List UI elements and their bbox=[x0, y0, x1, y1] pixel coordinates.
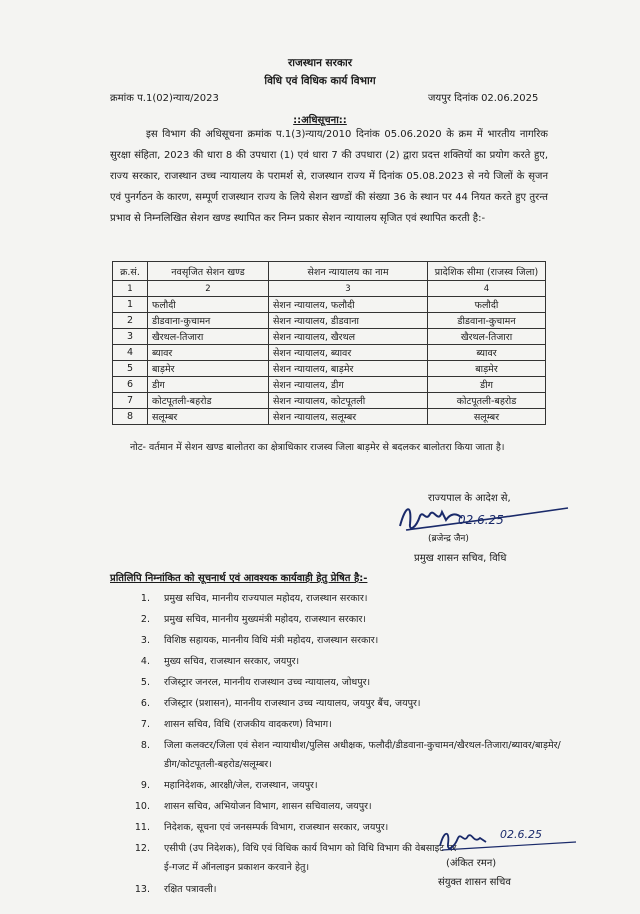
note-text: नोट- वर्तमान में सेशन खण्ड बालोतरा का क्षेत्राधिकार राजस्व जिला बाड़मेर से बदलकर बालोतरा किया जाता है। bbox=[130, 442, 505, 453]
col-header-serial: क्र.सं. bbox=[113, 262, 148, 281]
list-item-number: 13. bbox=[134, 884, 150, 895]
col-number: 1 bbox=[113, 281, 148, 297]
row-territorial-limit: फलौदी bbox=[428, 297, 546, 313]
list-item-number: 2. bbox=[140, 614, 150, 625]
list-item-number: 7. bbox=[140, 719, 150, 730]
row-court-name: सेशन न्यायालय, डीडवाना bbox=[269, 313, 428, 329]
row-territorial-limit: सलूम्बर bbox=[428, 409, 546, 425]
list-item-text: रक्षित पत्रावली। bbox=[164, 884, 217, 895]
governor-order-line: राज्यपाल के आदेश से, bbox=[428, 493, 511, 504]
row-serial: 5 bbox=[113, 361, 148, 377]
list-item-number: 4. bbox=[140, 656, 150, 667]
list-item-text: शासन सचिव, अभियोजन विभाग, शासन सचिवालय, जयपुर। bbox=[164, 801, 372, 812]
signatory-1-designation: प्रमुख शासन सचिव, विधि bbox=[414, 553, 507, 564]
col-number: 4 bbox=[428, 281, 546, 297]
notification-body bbox=[110, 124, 548, 229]
row-session-division: कोटपूतली-बहरोड bbox=[148, 393, 269, 409]
department-heading: विधि एवं विधिक कार्य विभाग bbox=[264, 75, 376, 87]
row-session-division: ब्यावर bbox=[148, 345, 269, 361]
row-territorial-limit: डीग bbox=[428, 377, 546, 393]
list-item-text: रजिस्ट्रार जनरल, माननीय राजस्थान उच्च न्यायालय, जोधपुर। bbox=[164, 677, 371, 688]
row-serial: 7 bbox=[113, 393, 148, 409]
row-territorial-limit: कोटपूतली-बहरोड bbox=[428, 393, 546, 409]
row-serial: 4 bbox=[113, 345, 148, 361]
org-heading: राजस्थान सरकार bbox=[287, 57, 353, 69]
notification-title: ::अधिसूचना:: bbox=[293, 115, 347, 126]
signatory-2-designation: संयुक्त शासन सचिव bbox=[438, 877, 511, 888]
row-session-division: डीडवाना-कुचामन bbox=[148, 313, 269, 329]
row-session-division: डीग bbox=[148, 377, 269, 393]
row-court-name: सेशन न्यायालय, बाड़मेर bbox=[269, 361, 428, 377]
signature-1-date: 02.6.25 bbox=[458, 513, 504, 527]
list-item-text: प्रमुख सचिव, माननीय राज्यपाल महोदय, राजस्थान सरकार। bbox=[164, 593, 368, 604]
row-territorial-limit: ब्यावर bbox=[428, 345, 546, 361]
row-serial: 3 bbox=[113, 329, 148, 345]
list-item-number: 5. bbox=[140, 677, 150, 688]
list-item-text: प्रमुख सचिव, माननीय मुख्यमंत्री महोदय, राजस्थान सरकार। bbox=[164, 614, 366, 625]
row-court-name: सेशन न्यायालय, सलूम्बर bbox=[269, 409, 428, 425]
row-serial: 1 bbox=[113, 297, 148, 313]
list-item-number: 12. bbox=[134, 843, 150, 854]
list-item-text: शासन सचिव, विधि (राजकीय वादकरण) विभाग। bbox=[164, 719, 332, 730]
col-header-territorial-limit: प्रादेशिक सीमा (राजस्व जिला) bbox=[428, 262, 546, 281]
list-item-number: 1. bbox=[140, 593, 150, 604]
session-court-table bbox=[112, 261, 546, 425]
row-session-division: खैरथल-तिजारा bbox=[148, 329, 269, 345]
col-number: 3 bbox=[269, 281, 428, 297]
row-territorial-limit: बाड़मेर bbox=[428, 361, 546, 377]
column-number-row bbox=[113, 281, 546, 297]
list-item-text: विशिष्ठ सहायक, माननीय विधि मंत्री महोदय, राजस्थान सरकार। bbox=[164, 635, 379, 646]
row-serial: 6 bbox=[113, 377, 148, 393]
row-court-name: सेशन न्यायालय, खैरथल bbox=[269, 329, 428, 345]
table-row bbox=[113, 409, 546, 425]
table-row bbox=[113, 329, 546, 345]
row-court-name: सेशन न्यायालय, ब्यावर bbox=[269, 345, 428, 361]
list-item-text: मुख्य सचिव, राजस्थान सरकार, जयपुर। bbox=[164, 656, 300, 667]
table-row bbox=[113, 313, 546, 329]
row-territorial-limit: खैरथल-तिजारा bbox=[428, 329, 546, 345]
row-serial: 2 bbox=[113, 313, 148, 329]
list-item-text: एसीपी (उप निदेशक), विधि एवं विधिक कार्य विभाग को विधि विभाग की वेबसाइट पर ई-गजट में ऑनलाइन प्रकाशन करवाने हेतु। bbox=[164, 843, 457, 873]
list-item-number: 6. bbox=[140, 698, 150, 709]
list-item-number: 11. bbox=[134, 822, 150, 833]
row-serial: 8 bbox=[113, 409, 148, 425]
signature-2-date: 02.6.25 bbox=[500, 828, 542, 841]
row-territorial-limit: डीडवाना-कुचामन bbox=[428, 313, 546, 329]
reference-number: क्रमांक प.1(02)न्याय/2023 bbox=[110, 93, 219, 104]
list-item-number: 8. bbox=[140, 740, 150, 751]
signatory-2-name: (अंकित रमन) bbox=[446, 858, 497, 869]
list-item-number: 3. bbox=[140, 635, 150, 646]
col-number: 2 bbox=[148, 281, 269, 297]
list-item-text: महानिदेशक, आरक्षी/जेल, राजस्थान, जयपुर। bbox=[164, 780, 318, 791]
signatory-1-name: (ब्रजेन्द्र जैन) bbox=[428, 534, 469, 544]
row-court-name: सेशन न्यायालय, डीग bbox=[269, 377, 428, 393]
list-item-text: जिला कलक्टर/जिला एवं सेशन न्यायाधीश/पुलिस अधीक्षक, फलौदी/डीडवाना-कुचामन/खैरथल-तिजारा/ब्यावर/बाड़मेर/डीग/कोटपूतली-बहरोड/सलूम्बर। bbox=[164, 740, 561, 770]
table-row bbox=[113, 345, 546, 361]
issue-date: जयपुर दिनांक 02.06.2025 bbox=[428, 93, 539, 104]
row-session-division: सलूम्बर bbox=[148, 409, 269, 425]
table-row bbox=[113, 361, 546, 377]
table-row bbox=[113, 393, 546, 409]
list-item-text: निदेशक, सूचना एवं जनसम्पर्क विभाग, राजस्थान सरकार, जयपुर। bbox=[164, 822, 389, 833]
table-header-row bbox=[113, 262, 546, 281]
list-item-number: 10. bbox=[134, 801, 150, 812]
copy-to-title: प्रतिलिपि निम्नांकित को सूचनार्थ एवं आवश्यक कार्यवाही हेतु प्रेषित है:- bbox=[110, 573, 368, 584]
list-item-text: रजिस्ट्रार (प्रशासन), माननीय राजस्थान उच्च न्यायालय, जयपुर बैंच, जयपुर। bbox=[164, 698, 421, 709]
row-court-name: सेशन न्यायालय, फलौदी bbox=[269, 297, 428, 313]
notification-paragraph: इस विभाग की अधिसूचना क्रमांक प.1(3)न्याय/2010 दिनांक 05.06.2020 के क्रम में भारतीय नागरिक सुरक्षा संहिता, 2023 की धारा 8 की उपधारा (1) एवं धारा 7 की उपधारा (2) द्वारा प्रदत्त शक्तियों का प्रयोग करते हुए, राज्य सरकार, राजस्थान उच्च न्यायालय के परामर्श से, राजस्थान राज्य में दिनांक 05.08.2023 से नये जिलों के सृजन एवं पुनर्गठन के कारण, सम्पूर्ण राजस्थान राज्य के लिये सेशन खण्डों की संख्या 36 के स्थान पर 44 नियत करते हुए तुरन्त प्रभाव से निम्नलिखित सेशन खण्ड स्थापित कर निम्न प्रकार सेशन न्यायालय सृजित एवं स्थापित करती है:- bbox=[110, 129, 548, 224]
col-header-court-name: सेशन न्यायालय का नाम bbox=[269, 262, 428, 281]
row-session-division: फलौदी bbox=[148, 297, 269, 313]
row-court-name: सेशन न्यायालय, कोटपूतली bbox=[269, 393, 428, 409]
row-session-division: बाड़मेर bbox=[148, 361, 269, 377]
list-item-number: 9. bbox=[140, 780, 150, 791]
table-row bbox=[113, 297, 546, 313]
col-header-session-division: नवसृजित सेशन खण्ड bbox=[148, 262, 269, 281]
table-row bbox=[113, 377, 546, 393]
